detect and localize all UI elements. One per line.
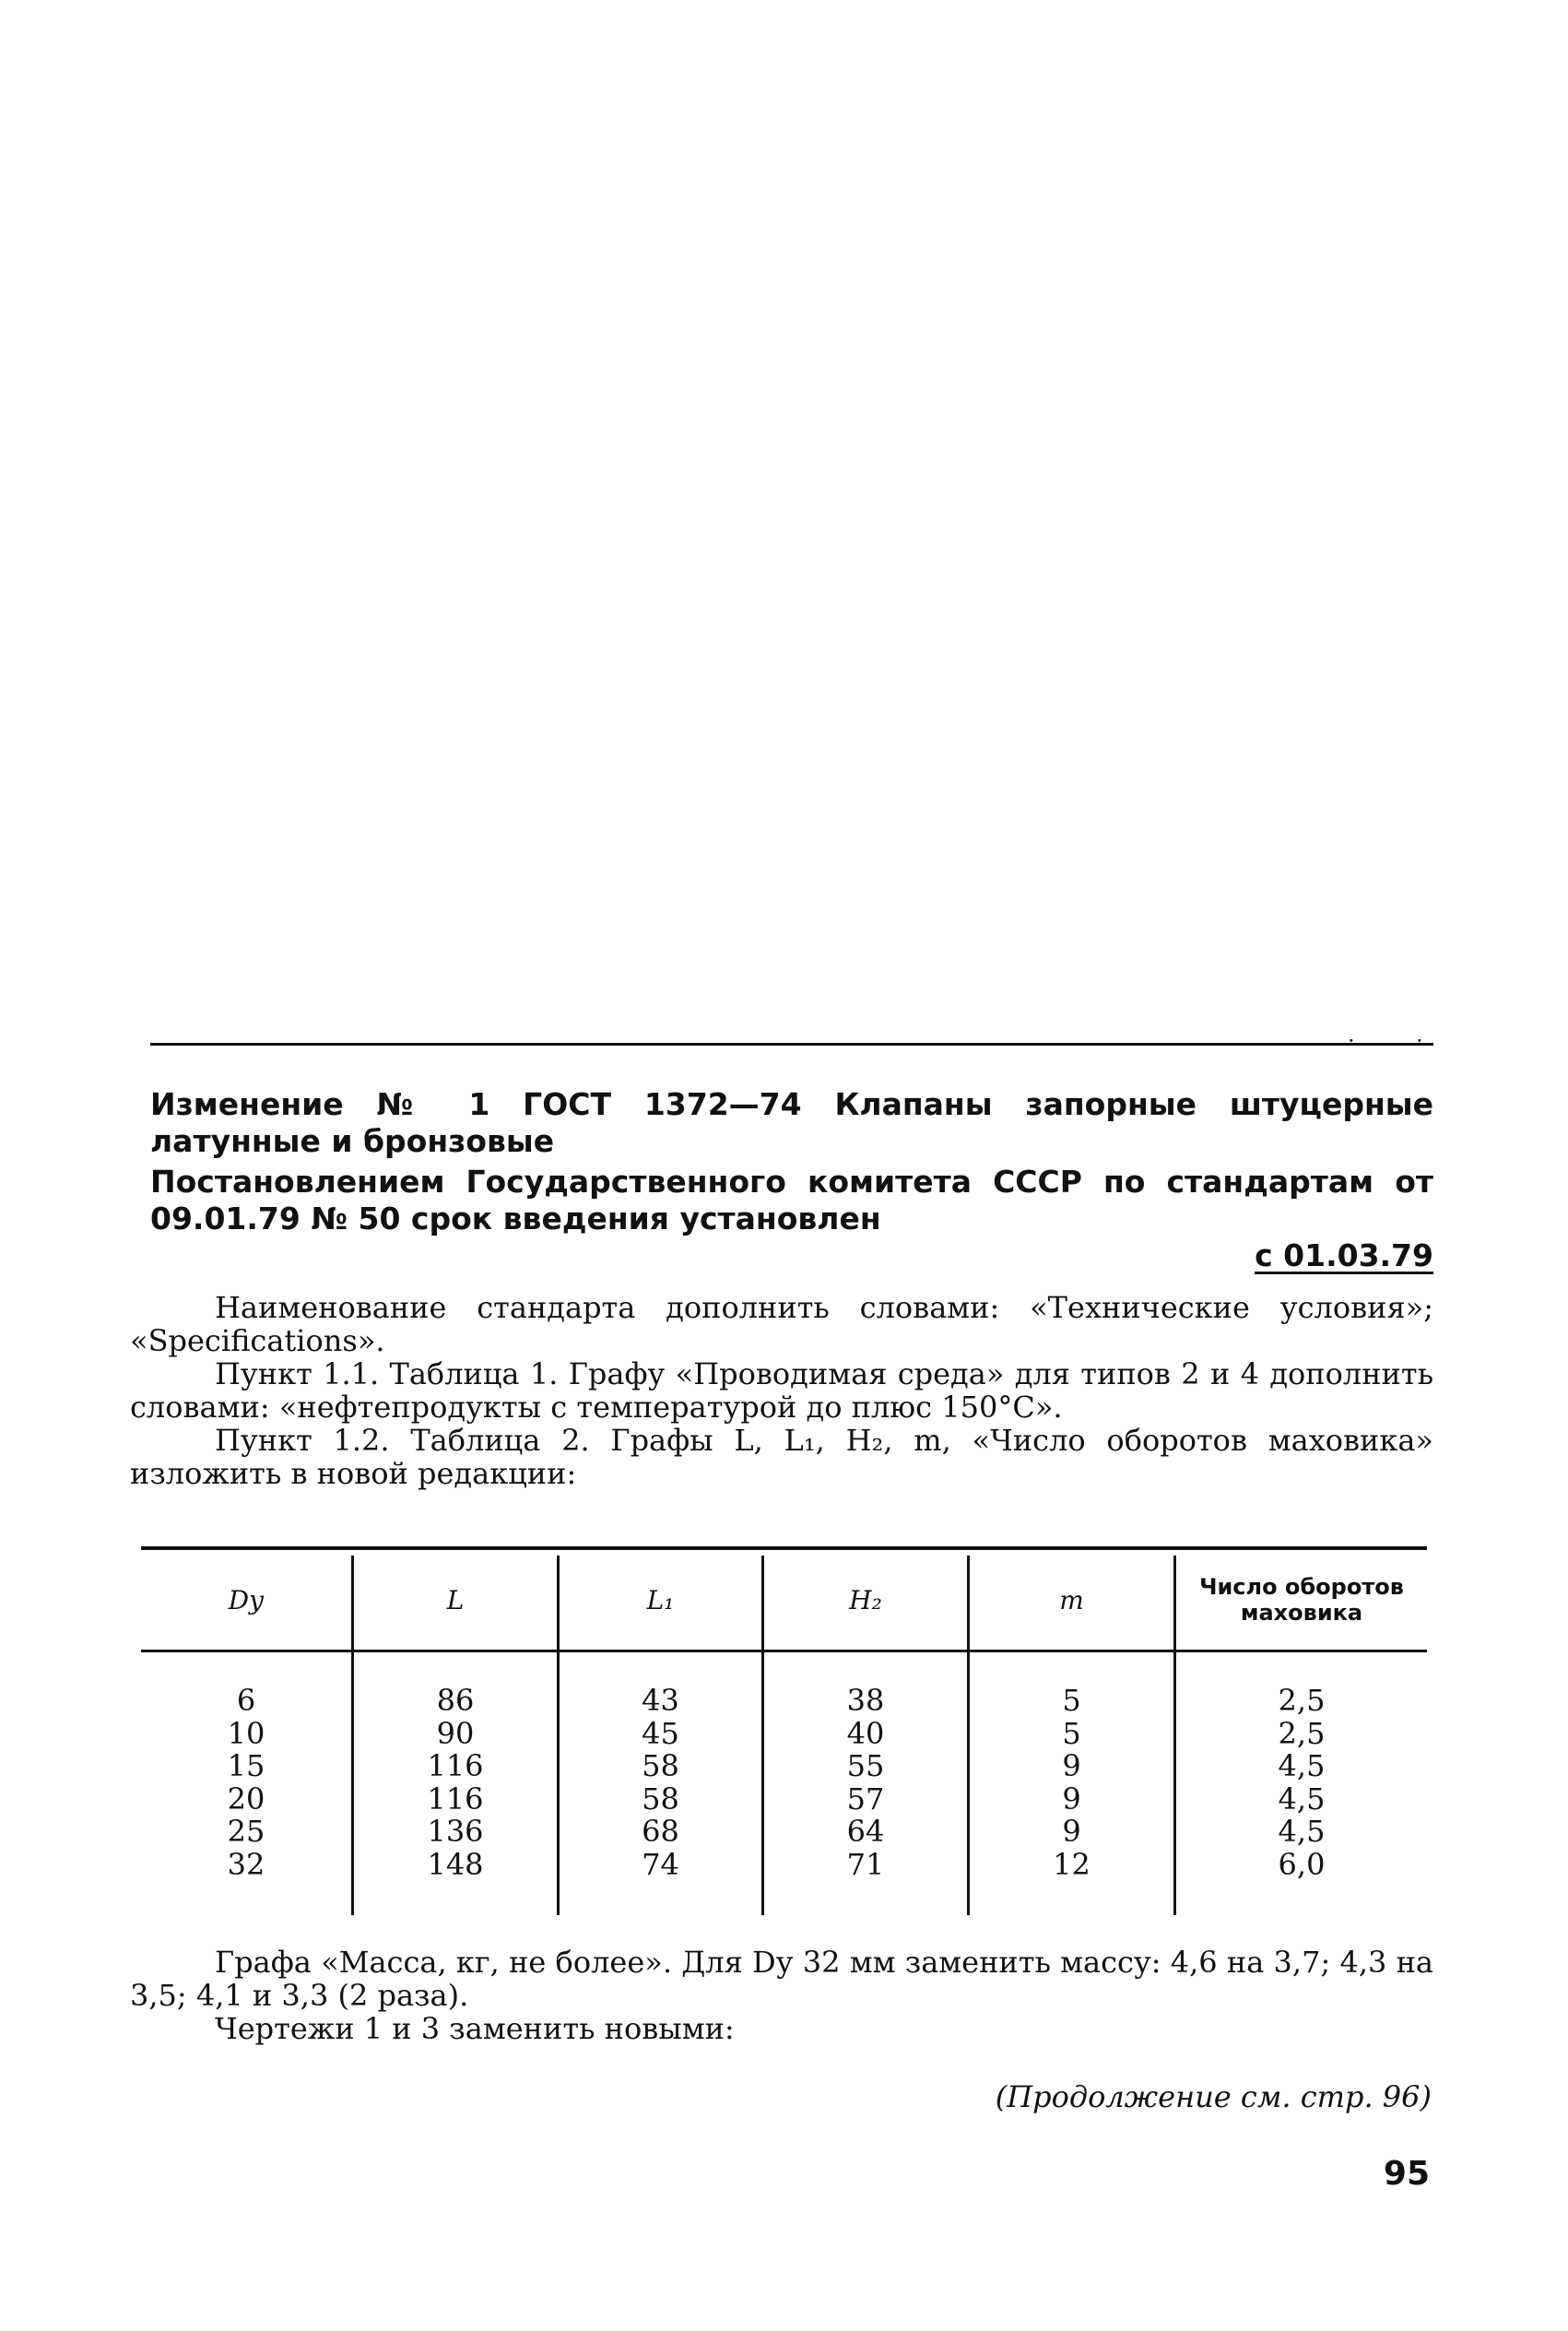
table-cell: 5: [1062, 1715, 1081, 1751]
table-cell: 9: [1062, 1814, 1081, 1849]
table-cell: 4,5: [1278, 1781, 1326, 1816]
table-cell: 4,5: [1278, 1748, 1326, 1783]
header-dy: Dу: [228, 1584, 265, 1615]
table-cell: 5: [1062, 1683, 1081, 1718]
table-cell: 9: [1062, 1748, 1081, 1783]
table-cell: 86: [436, 1683, 475, 1718]
table-cell: 64: [846, 1814, 885, 1849]
paragraph-clause-1-2: Пункт 1.2. Таблица 2. Графы L, L₁, H₂, m, «Число оборотов маховика» изложить в новой редакции:: [130, 1423, 1433, 1491]
continuation-note: (Продолжение см. стр. 96): [995, 2079, 1432, 2114]
table-cell: 9: [1062, 1781, 1081, 1816]
table-cell: 12: [1053, 1846, 1091, 1882]
header-turns: Число оборотов маховика: [1199, 1574, 1404, 1626]
table-cell: 43: [642, 1683, 679, 1718]
table-cell: 55: [846, 1748, 885, 1783]
table-cell: 71: [846, 1846, 885, 1882]
table-cell: 40: [846, 1715, 885, 1751]
paragraph-mass: Графа «Масса, кг, не более». Для Dу 32 мм заменить массу: 4,6 на 3,7; 4,3 на 3,5; 4,1 и 3,3 (2 раза).: [130, 1945, 1433, 2013]
table-cell: 57: [846, 1781, 885, 1816]
column-turns: [1176, 1685, 1427, 1881]
header-l1: L₁: [646, 1584, 675, 1615]
column-l: [354, 1685, 557, 1881]
table-cell: 136: [427, 1814, 484, 1849]
table-cell: 2,5: [1278, 1683, 1326, 1718]
column-h2: [764, 1685, 967, 1881]
table-cell: 58: [642, 1748, 679, 1783]
table-cell: 15: [227, 1748, 265, 1783]
table-cell: 20: [227, 1781, 265, 1816]
table-cell: 10: [227, 1715, 265, 1751]
table-cell: 90: [436, 1715, 475, 1751]
table-cell: 38: [846, 1683, 885, 1718]
column-dy: [141, 1685, 351, 1881]
table-cell: 116: [427, 1781, 484, 1816]
table-cell: 58: [642, 1781, 679, 1816]
table-header-rule: [141, 1650, 1427, 1652]
top-rule-mark: ·: [1416, 1028, 1423, 1054]
header-h2: H₂: [849, 1584, 882, 1615]
page-number: 95: [1383, 2155, 1430, 2193]
amendment-heading: Изменение № 1 ГОСТ 1372—74 Клапаны запорные штуцерные латунные и бронзовые: [150, 1086, 1433, 1159]
table-cell: 2,5: [1278, 1715, 1326, 1751]
table-cell: 45: [642, 1715, 679, 1751]
table-cell: 6,0: [1278, 1846, 1326, 1882]
table-cell: 32: [227, 1846, 265, 1882]
table-cell: 74: [642, 1846, 679, 1882]
column-m: [970, 1685, 1173, 1881]
header-m: m: [1059, 1584, 1084, 1615]
table-cell: 25: [227, 1814, 265, 1849]
header-l: L: [446, 1584, 465, 1615]
paragraph-clause-1-1: Пункт 1.1. Таблица 1. Графу «Проводимая среда» для типов 2 и 4 дополнить словами: «нефтепродукты с температурой до плюс 150°С».: [130, 1356, 1433, 1425]
top-rule: [150, 1043, 1433, 1046]
table-cell: 6: [236, 1683, 256, 1718]
paragraph-standard-name: Наименование стандарта дополнить словами: «Технические условия»; «Specifications».: [130, 1290, 1433, 1358]
table-cell: 148: [427, 1846, 484, 1882]
table-cell: 68: [642, 1814, 679, 1849]
table-cell: 116: [427, 1748, 484, 1783]
dimensions-table: [141, 1546, 1427, 1915]
table-cell: 4,5: [1278, 1814, 1326, 1849]
column-l1: [560, 1685, 761, 1881]
effective-date: с 01.03.79: [1255, 1237, 1433, 1273]
decree-line: Постановлением Государственного комитета СССР по стандартам от 09.01.79 № 50 срок введения установлен: [150, 1164, 1433, 1236]
paragraph-drawings: Чертежи 1 и 3 заменить новыми:: [215, 2011, 735, 2046]
top-rule-mark: ·: [1348, 1028, 1355, 1054]
